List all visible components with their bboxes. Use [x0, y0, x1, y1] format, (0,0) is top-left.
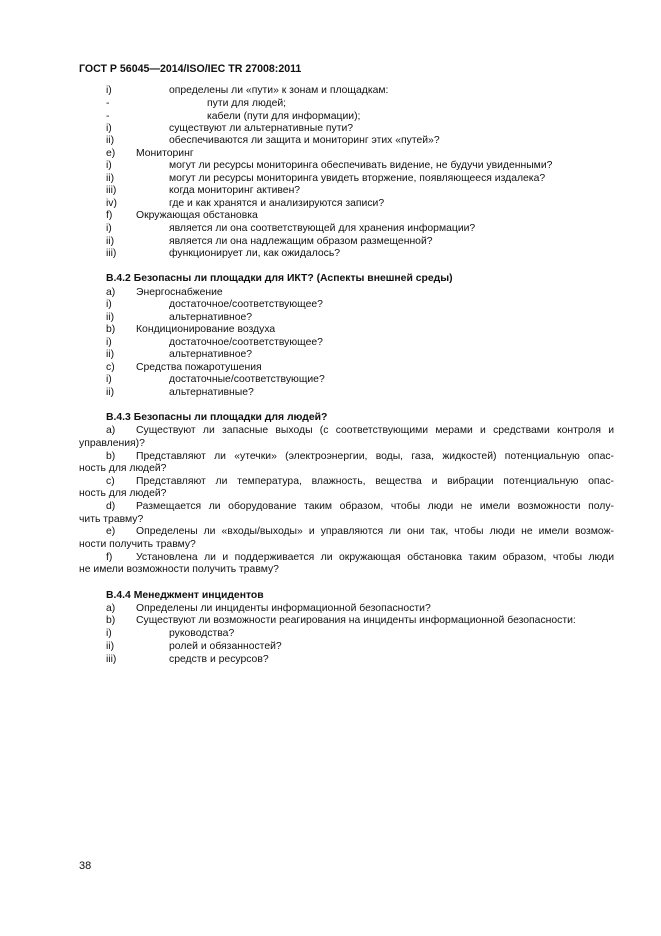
list-marker: - [106, 98, 110, 109]
text-line: руководства? [169, 628, 235, 639]
list-marker: i) [106, 223, 112, 234]
list-marker: f) [106, 552, 113, 563]
section-heading: B.4.2 Безопасны ли площадки для ИКТ? (Аспекты внешней среды) [106, 273, 453, 284]
text-line: не имели возможности получить травму? [79, 564, 279, 575]
text-line: ность для людей? [79, 463, 167, 474]
list-marker: ii) [106, 312, 115, 323]
list-marker: e) [106, 148, 116, 159]
list-marker: iv) [106, 198, 117, 209]
text-line: ность для людей? [79, 488, 167, 499]
list-marker: - [106, 111, 110, 122]
list-marker: c) [106, 476, 115, 487]
section-heading: B.4.3 Безопасны ли площадки для людей? [106, 412, 328, 423]
list-marker: i) [106, 160, 112, 171]
list-marker: i) [106, 374, 112, 385]
list-marker: ii) [106, 387, 115, 398]
text-line: Установлена ли и поддерживается ли окружающая обстановка таким образом, чтобы люди [136, 552, 614, 563]
text-line: могут ли ресурсы мониторинга обеспечивать видение, не будучи увиденными? [169, 160, 553, 171]
text-line: кабели (пути для информации); [207, 111, 361, 122]
list-marker: b) [106, 451, 116, 462]
list-marker: i) [106, 123, 112, 134]
text-line: Средства пожаротушения [136, 362, 262, 373]
list-marker: ii) [106, 641, 115, 652]
list-marker: b) [106, 324, 116, 335]
text-line: определены ли «пути» к зонам и площадкам: [169, 85, 389, 96]
list-marker: a) [106, 425, 116, 436]
document-header: ГОСТ Р 56045—2014/ISO/IEC TR 27008:2011 [79, 63, 302, 75]
text-line: управления)? [79, 438, 145, 449]
text-line: ролей и обязанностей? [169, 641, 282, 652]
text-line: Представляют ли температура, влажность, вещества и вибрации потенциальную опас- [136, 476, 614, 487]
list-marker: iii) [106, 185, 117, 196]
list-marker: iii) [106, 248, 117, 259]
text-line: альтернативное? [169, 349, 253, 360]
list-marker: ii) [106, 236, 115, 247]
list-marker: i) [106, 299, 112, 310]
text-line: Определены ли «входы/выходы» и управляются ли они так, чтобы люди не имели возмож- [136, 526, 614, 537]
list-marker: i) [106, 628, 112, 639]
text-line: обеспечиваются ли защита и мониторинг этих «путей»? [169, 135, 440, 146]
list-marker: d) [106, 501, 116, 512]
section-heading: B.4.4 Менеджмент инцидентов [106, 590, 264, 601]
text-line: Определены ли инциденты информационной безопасности? [136, 603, 431, 614]
text-line: достаточное/соответствующее? [169, 337, 323, 348]
text-line: является ли она надлежащим образом размещенной? [169, 236, 433, 247]
list-marker: a) [106, 603, 116, 614]
text-line: альтернативные? [169, 387, 254, 398]
text-line: когда мониторинг активен? [169, 185, 301, 196]
text-line: Размещается ли оборудование таким образом, чтобы люди не имели возможности полу- [136, 501, 614, 512]
text-line: Кондиционирование воздуха [136, 324, 276, 335]
text-line: достаточные/соответствующие? [169, 374, 325, 385]
list-marker: i) [106, 337, 112, 348]
list-marker: f) [106, 210, 113, 221]
text-line: где и как хранятся и анализируются записи? [169, 198, 385, 209]
list-marker: ii) [106, 135, 115, 146]
text-line: существуют ли альтернативные пути? [169, 123, 354, 134]
list-marker: b) [106, 615, 116, 626]
text-line: Существуют ли возможности реагирования на инциденты информационной безопасности: [136, 615, 576, 626]
list-marker: a) [106, 287, 116, 298]
list-marker: e) [106, 526, 116, 537]
text-line: могут ли ресурсы мониторинга увидеть вторжение, появляющееся издалека? [169, 173, 546, 184]
page-number: 38 [79, 860, 92, 872]
text-line: средств и ресурсов? [169, 654, 269, 665]
text-line: Существуют ли запасные выходы (с соответствующими мерами и средствами контроля и [136, 425, 614, 436]
text-line: Окружающая обстановка [136, 210, 258, 221]
list-marker: i) [106, 85, 112, 96]
text-line: является ли она соответствующей для хранения информации? [169, 223, 476, 234]
text-line: ности получить травму? [79, 539, 196, 550]
list-marker: c) [106, 362, 115, 373]
list-marker: iii) [106, 654, 117, 665]
text-line: альтернативное? [169, 312, 253, 323]
text-line: функционирует ли, как ожидалось? [169, 248, 341, 259]
list-marker: ii) [106, 173, 115, 184]
text-line: Энергоснабжение [136, 287, 223, 298]
text-line: достаточное/соответствующее? [169, 299, 323, 310]
text-line: чить травму? [79, 514, 144, 525]
text-line: пути для людей; [207, 98, 287, 109]
list-marker: ii) [106, 349, 115, 360]
text-line: Мониторинг [136, 148, 194, 159]
text-line: Представляют ли «утечки» (электроэнергии, воды, газа, жидкостей) потенциальную опас- [136, 451, 614, 462]
